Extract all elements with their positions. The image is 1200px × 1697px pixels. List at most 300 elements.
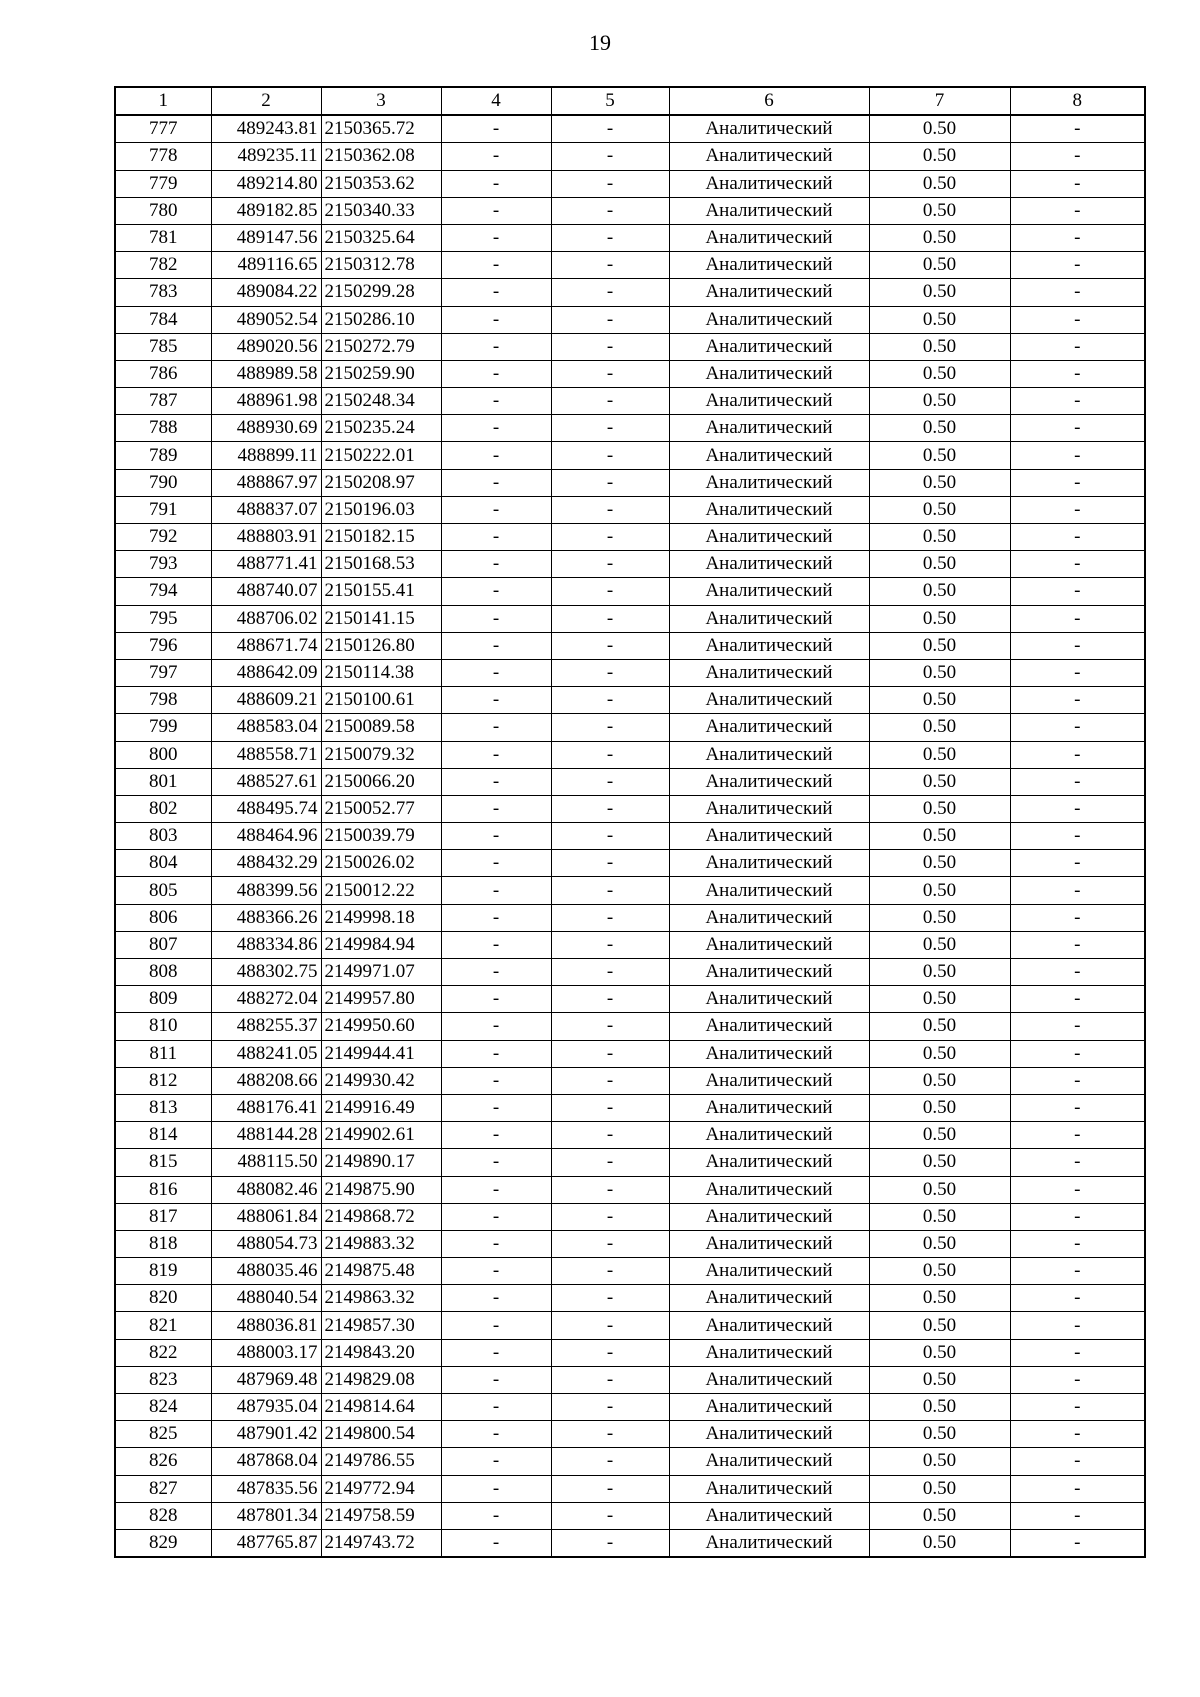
column-5-cell: - bbox=[551, 170, 669, 197]
column-5-cell: - bbox=[551, 143, 669, 170]
y-coordinate-cell: 2150126.80 bbox=[321, 632, 441, 659]
accuracy-cell: 0.50 bbox=[869, 877, 1010, 904]
column-8-cell: - bbox=[1010, 333, 1145, 360]
table-row bbox=[115, 904, 1145, 931]
accuracy-cell: 0.50 bbox=[869, 659, 1010, 686]
column-8-cell: - bbox=[1010, 143, 1145, 170]
point-number-cell: 790 bbox=[115, 469, 211, 496]
column-8-cell: - bbox=[1010, 687, 1145, 714]
x-coordinate-cell: 488837.07 bbox=[211, 496, 321, 523]
point-number-cell: 795 bbox=[115, 605, 211, 632]
column-8-cell: - bbox=[1010, 252, 1145, 279]
column-header-3: 3 bbox=[321, 87, 441, 115]
y-coordinate-cell: 2150208.97 bbox=[321, 469, 441, 496]
method-cell: Аналитический bbox=[669, 795, 869, 822]
y-coordinate-cell: 2149758.59 bbox=[321, 1502, 441, 1529]
column-5-cell: - bbox=[551, 659, 669, 686]
table-header-row bbox=[115, 87, 1145, 115]
y-coordinate-cell: 2150272.79 bbox=[321, 333, 441, 360]
column-5-cell: - bbox=[551, 632, 669, 659]
point-number-cell: 793 bbox=[115, 551, 211, 578]
y-coordinate-cell: 2150089.58 bbox=[321, 714, 441, 741]
column-8-cell: - bbox=[1010, 1285, 1145, 1312]
method-cell: Аналитический bbox=[669, 252, 869, 279]
table-row bbox=[115, 959, 1145, 986]
point-number-cell: 806 bbox=[115, 904, 211, 931]
column-8-cell: - bbox=[1010, 659, 1145, 686]
table-row bbox=[115, 605, 1145, 632]
accuracy-cell: 0.50 bbox=[869, 415, 1010, 442]
point-number-cell: 801 bbox=[115, 768, 211, 795]
column-4-cell: - bbox=[441, 1176, 551, 1203]
accuracy-cell: 0.50 bbox=[869, 1176, 1010, 1203]
y-coordinate-cell: 2150079.32 bbox=[321, 741, 441, 768]
column-8-cell: - bbox=[1010, 714, 1145, 741]
accuracy-cell: 0.50 bbox=[869, 768, 1010, 795]
accuracy-cell: 0.50 bbox=[869, 197, 1010, 224]
column-8-cell: - bbox=[1010, 551, 1145, 578]
point-number-cell: 794 bbox=[115, 578, 211, 605]
table-row bbox=[115, 1258, 1145, 1285]
method-cell: Аналитический bbox=[669, 1149, 869, 1176]
method-cell: Аналитический bbox=[669, 904, 869, 931]
x-coordinate-cell: 489235.11 bbox=[211, 143, 321, 170]
method-cell: Аналитический bbox=[669, 1421, 869, 1448]
point-number-cell: 788 bbox=[115, 415, 211, 442]
column-8-cell: - bbox=[1010, 496, 1145, 523]
table-row bbox=[115, 659, 1145, 686]
column-8-cell: - bbox=[1010, 1366, 1145, 1393]
accuracy-cell: 0.50 bbox=[869, 1094, 1010, 1121]
method-cell: Аналитический bbox=[669, 115, 869, 143]
column-4-cell: - bbox=[441, 1448, 551, 1475]
y-coordinate-cell: 2149868.72 bbox=[321, 1203, 441, 1230]
column-8-cell: - bbox=[1010, 904, 1145, 931]
method-cell: Аналитический bbox=[669, 415, 869, 442]
column-4-cell: - bbox=[441, 143, 551, 170]
method-cell: Аналитический bbox=[669, 1203, 869, 1230]
accuracy-cell: 0.50 bbox=[869, 1230, 1010, 1257]
x-coordinate-cell: 488082.46 bbox=[211, 1176, 321, 1203]
column-5-cell: - bbox=[551, 904, 669, 931]
column-4-cell: - bbox=[441, 904, 551, 931]
y-coordinate-cell: 2149944.41 bbox=[321, 1040, 441, 1067]
column-5-cell: - bbox=[551, 333, 669, 360]
column-5-cell: - bbox=[551, 1067, 669, 1094]
method-cell: Аналитический bbox=[669, 496, 869, 523]
method-cell: Аналитический bbox=[669, 1230, 869, 1257]
column-4-cell: - bbox=[441, 360, 551, 387]
column-8-cell: - bbox=[1010, 1040, 1145, 1067]
column-4-cell: - bbox=[441, 197, 551, 224]
x-coordinate-cell: 488989.58 bbox=[211, 360, 321, 387]
accuracy-cell: 0.50 bbox=[869, 714, 1010, 741]
table-row bbox=[115, 1230, 1145, 1257]
accuracy-cell: 0.50 bbox=[869, 741, 1010, 768]
method-cell: Аналитический bbox=[669, 714, 869, 741]
column-4-cell: - bbox=[441, 1312, 551, 1339]
column-4-cell: - bbox=[441, 306, 551, 333]
x-coordinate-cell: 488432.29 bbox=[211, 850, 321, 877]
column-5-cell: - bbox=[551, 1258, 669, 1285]
x-coordinate-cell: 488961.98 bbox=[211, 388, 321, 415]
y-coordinate-cell: 2150155.41 bbox=[321, 578, 441, 605]
column-5-cell: - bbox=[551, 1339, 669, 1366]
column-5-cell: - bbox=[551, 1149, 669, 1176]
method-cell: Аналитический bbox=[669, 823, 869, 850]
column-header-6: 6 bbox=[669, 87, 869, 115]
point-number-cell: 820 bbox=[115, 1285, 211, 1312]
method-cell: Аналитический bbox=[669, 659, 869, 686]
y-coordinate-cell: 2150235.24 bbox=[321, 415, 441, 442]
accuracy-cell: 0.50 bbox=[869, 170, 1010, 197]
column-5-cell: - bbox=[551, 1475, 669, 1502]
column-5-cell: - bbox=[551, 986, 669, 1013]
column-5-cell: - bbox=[551, 578, 669, 605]
accuracy-cell: 0.50 bbox=[869, 823, 1010, 850]
column-8-cell: - bbox=[1010, 768, 1145, 795]
x-coordinate-cell: 487901.42 bbox=[211, 1421, 321, 1448]
x-coordinate-cell: 488609.21 bbox=[211, 687, 321, 714]
x-coordinate-cell: 488399.56 bbox=[211, 877, 321, 904]
x-coordinate-cell: 488366.26 bbox=[211, 904, 321, 931]
method-cell: Аналитический bbox=[669, 850, 869, 877]
method-cell: Аналитический bbox=[669, 1312, 869, 1339]
x-coordinate-cell: 488144.28 bbox=[211, 1122, 321, 1149]
column-5-cell: - bbox=[551, 1366, 669, 1393]
column-header-1: 1 bbox=[115, 87, 211, 115]
method-cell: Аналитический bbox=[669, 551, 869, 578]
point-number-cell: 817 bbox=[115, 1203, 211, 1230]
column-5-cell: - bbox=[551, 741, 669, 768]
table-row bbox=[115, 741, 1145, 768]
column-5-cell: - bbox=[551, 1203, 669, 1230]
point-number-cell: 805 bbox=[115, 877, 211, 904]
point-number-cell: 814 bbox=[115, 1122, 211, 1149]
point-number-cell: 804 bbox=[115, 850, 211, 877]
point-number-cell: 822 bbox=[115, 1339, 211, 1366]
table-row bbox=[115, 1529, 1145, 1557]
method-cell: Аналитический bbox=[669, 877, 869, 904]
column-8-cell: - bbox=[1010, 959, 1145, 986]
column-5-cell: - bbox=[551, 1502, 669, 1529]
x-coordinate-cell: 488771.41 bbox=[211, 551, 321, 578]
accuracy-cell: 0.50 bbox=[869, 1475, 1010, 1502]
y-coordinate-cell: 2149984.94 bbox=[321, 931, 441, 958]
point-number-cell: 812 bbox=[115, 1067, 211, 1094]
y-coordinate-cell: 2150012.22 bbox=[321, 877, 441, 904]
accuracy-cell: 0.50 bbox=[869, 469, 1010, 496]
column-4-cell: - bbox=[441, 741, 551, 768]
column-4-cell: - bbox=[441, 469, 551, 496]
accuracy-cell: 0.50 bbox=[869, 442, 1010, 469]
column-5-cell: - bbox=[551, 1312, 669, 1339]
column-4-cell: - bbox=[441, 1013, 551, 1040]
column-5-cell: - bbox=[551, 1448, 669, 1475]
y-coordinate-cell: 2150182.15 bbox=[321, 524, 441, 551]
y-coordinate-cell: 2149875.90 bbox=[321, 1176, 441, 1203]
column-4-cell: - bbox=[441, 170, 551, 197]
method-cell: Аналитический bbox=[669, 388, 869, 415]
point-number-cell: 827 bbox=[115, 1475, 211, 1502]
column-5-cell: - bbox=[551, 1230, 669, 1257]
accuracy-cell: 0.50 bbox=[869, 1366, 1010, 1393]
table-row bbox=[115, 1366, 1145, 1393]
point-number-cell: 803 bbox=[115, 823, 211, 850]
y-coordinate-cell: 2149890.17 bbox=[321, 1149, 441, 1176]
accuracy-cell: 0.50 bbox=[869, 986, 1010, 1013]
y-coordinate-cell: 2150141.15 bbox=[321, 605, 441, 632]
column-4-cell: - bbox=[441, 1258, 551, 1285]
y-coordinate-cell: 2149829.08 bbox=[321, 1366, 441, 1393]
point-number-cell: 779 bbox=[115, 170, 211, 197]
point-number-cell: 782 bbox=[115, 252, 211, 279]
y-coordinate-cell: 2149916.49 bbox=[321, 1094, 441, 1121]
point-number-cell: 815 bbox=[115, 1149, 211, 1176]
y-coordinate-cell: 2150365.72 bbox=[321, 115, 441, 143]
method-cell: Аналитический bbox=[669, 1394, 869, 1421]
point-number-cell: 811 bbox=[115, 1040, 211, 1067]
column-8-cell: - bbox=[1010, 306, 1145, 333]
method-cell: Аналитический bbox=[669, 605, 869, 632]
column-8-cell: - bbox=[1010, 415, 1145, 442]
column-8-cell: - bbox=[1010, 360, 1145, 387]
accuracy-cell: 0.50 bbox=[869, 1067, 1010, 1094]
table-row bbox=[115, 986, 1145, 1013]
column-8-cell: - bbox=[1010, 1067, 1145, 1094]
accuracy-cell: 0.50 bbox=[869, 687, 1010, 714]
y-coordinate-cell: 2149857.30 bbox=[321, 1312, 441, 1339]
point-number-cell: 777 bbox=[115, 115, 211, 143]
accuracy-cell: 0.50 bbox=[869, 1529, 1010, 1557]
method-cell: Аналитический bbox=[669, 632, 869, 659]
method-cell: Аналитический bbox=[669, 741, 869, 768]
column-5-cell: - bbox=[551, 415, 669, 442]
column-4-cell: - bbox=[441, 605, 551, 632]
column-4-cell: - bbox=[441, 931, 551, 958]
x-coordinate-cell: 488061.84 bbox=[211, 1203, 321, 1230]
column-8-cell: - bbox=[1010, 1312, 1145, 1339]
x-coordinate-cell: 488241.05 bbox=[211, 1040, 321, 1067]
method-cell: Аналитический bbox=[669, 1258, 869, 1285]
table-row bbox=[115, 1502, 1145, 1529]
column-8-cell: - bbox=[1010, 1230, 1145, 1257]
y-coordinate-cell: 2149786.55 bbox=[321, 1448, 441, 1475]
column-4-cell: - bbox=[441, 1366, 551, 1393]
accuracy-cell: 0.50 bbox=[869, 1040, 1010, 1067]
y-coordinate-cell: 2149800.54 bbox=[321, 1421, 441, 1448]
column-5-cell: - bbox=[551, 1122, 669, 1149]
x-coordinate-cell: 488803.91 bbox=[211, 524, 321, 551]
table-row bbox=[115, 1176, 1145, 1203]
y-coordinate-cell: 2150259.90 bbox=[321, 360, 441, 387]
method-cell: Аналитический bbox=[669, 687, 869, 714]
accuracy-cell: 0.50 bbox=[869, 1013, 1010, 1040]
x-coordinate-cell: 488867.97 bbox=[211, 469, 321, 496]
x-coordinate-cell: 488642.09 bbox=[211, 659, 321, 686]
accuracy-cell: 0.50 bbox=[869, 1149, 1010, 1176]
x-coordinate-cell: 487801.34 bbox=[211, 1502, 321, 1529]
y-coordinate-cell: 2150312.78 bbox=[321, 252, 441, 279]
column-8-cell: - bbox=[1010, 1149, 1145, 1176]
column-4-cell: - bbox=[441, 1040, 551, 1067]
column-5-cell: - bbox=[551, 115, 669, 143]
y-coordinate-cell: 2149902.61 bbox=[321, 1122, 441, 1149]
column-4-cell: - bbox=[441, 252, 551, 279]
column-8-cell: - bbox=[1010, 877, 1145, 904]
x-coordinate-cell: 488003.17 bbox=[211, 1339, 321, 1366]
accuracy-cell: 0.50 bbox=[869, 1339, 1010, 1366]
column-5-cell: - bbox=[551, 442, 669, 469]
table-row bbox=[115, 1094, 1145, 1121]
column-8-cell: - bbox=[1010, 1094, 1145, 1121]
point-number-cell: 829 bbox=[115, 1529, 211, 1557]
column-4-cell: - bbox=[441, 877, 551, 904]
table-row bbox=[115, 1339, 1145, 1366]
column-8-cell: - bbox=[1010, 1529, 1145, 1557]
y-coordinate-cell: 2150052.77 bbox=[321, 795, 441, 822]
table-row bbox=[115, 1394, 1145, 1421]
column-8-cell: - bbox=[1010, 1475, 1145, 1502]
method-cell: Аналитический bbox=[669, 1040, 869, 1067]
method-cell: Аналитический bbox=[669, 224, 869, 251]
y-coordinate-cell: 2150100.61 bbox=[321, 687, 441, 714]
point-number-cell: 783 bbox=[115, 279, 211, 306]
y-coordinate-cell: 2150353.62 bbox=[321, 170, 441, 197]
table-row bbox=[115, 360, 1145, 387]
column-4-cell: - bbox=[441, 1149, 551, 1176]
column-4-cell: - bbox=[441, 333, 551, 360]
x-coordinate-cell: 488558.71 bbox=[211, 741, 321, 768]
table-row bbox=[115, 823, 1145, 850]
accuracy-cell: 0.50 bbox=[869, 1312, 1010, 1339]
table-row bbox=[115, 224, 1145, 251]
column-8-cell: - bbox=[1010, 1258, 1145, 1285]
column-5-cell: - bbox=[551, 469, 669, 496]
y-coordinate-cell: 2149772.94 bbox=[321, 1475, 441, 1502]
x-coordinate-cell: 488706.02 bbox=[211, 605, 321, 632]
point-number-cell: 784 bbox=[115, 306, 211, 333]
method-cell: Аналитический bbox=[669, 442, 869, 469]
column-8-cell: - bbox=[1010, 1013, 1145, 1040]
column-5-cell: - bbox=[551, 1421, 669, 1448]
column-5-cell: - bbox=[551, 850, 669, 877]
method-cell: Аналитический bbox=[669, 197, 869, 224]
table-row bbox=[115, 551, 1145, 578]
y-coordinate-cell: 2149971.07 bbox=[321, 959, 441, 986]
x-coordinate-cell: 489243.81 bbox=[211, 115, 321, 143]
point-number-cell: 813 bbox=[115, 1094, 211, 1121]
table-row bbox=[115, 795, 1145, 822]
column-4-cell: - bbox=[441, 959, 551, 986]
column-4-cell: - bbox=[441, 1394, 551, 1421]
column-5-cell: - bbox=[551, 823, 669, 850]
table-row bbox=[115, 170, 1145, 197]
method-cell: Аналитический bbox=[669, 170, 869, 197]
table-row bbox=[115, 1285, 1145, 1312]
point-number-cell: 780 bbox=[115, 197, 211, 224]
y-coordinate-cell: 2149883.32 bbox=[321, 1230, 441, 1257]
column-8-cell: - bbox=[1010, 388, 1145, 415]
method-cell: Аналитический bbox=[669, 1502, 869, 1529]
coordinates-table bbox=[114, 86, 1146, 1558]
column-4-cell: - bbox=[441, 1475, 551, 1502]
x-coordinate-cell: 489182.85 bbox=[211, 197, 321, 224]
table-row bbox=[115, 850, 1145, 877]
y-coordinate-cell: 2150248.34 bbox=[321, 388, 441, 415]
point-number-cell: 797 bbox=[115, 659, 211, 686]
table-row bbox=[115, 524, 1145, 551]
x-coordinate-cell: 488208.66 bbox=[211, 1067, 321, 1094]
y-coordinate-cell: 2150026.02 bbox=[321, 850, 441, 877]
table-row bbox=[115, 252, 1145, 279]
column-5-cell: - bbox=[551, 306, 669, 333]
x-coordinate-cell: 488115.50 bbox=[211, 1149, 321, 1176]
column-8-cell: - bbox=[1010, 115, 1145, 143]
table-row bbox=[115, 388, 1145, 415]
column-4-cell: - bbox=[441, 632, 551, 659]
table-row bbox=[115, 197, 1145, 224]
table-row bbox=[115, 306, 1145, 333]
x-coordinate-cell: 488495.74 bbox=[211, 795, 321, 822]
accuracy-cell: 0.50 bbox=[869, 551, 1010, 578]
column-8-cell: - bbox=[1010, 931, 1145, 958]
y-coordinate-cell: 2150066.20 bbox=[321, 768, 441, 795]
point-number-cell: 786 bbox=[115, 360, 211, 387]
column-5-cell: - bbox=[551, 279, 669, 306]
method-cell: Аналитический bbox=[669, 469, 869, 496]
column-4-cell: - bbox=[441, 279, 551, 306]
x-coordinate-cell: 488740.07 bbox=[211, 578, 321, 605]
column-5-cell: - bbox=[551, 959, 669, 986]
column-4-cell: - bbox=[441, 115, 551, 143]
point-number-cell: 789 bbox=[115, 442, 211, 469]
column-8-cell: - bbox=[1010, 1339, 1145, 1366]
table-row bbox=[115, 1013, 1145, 1040]
x-coordinate-cell: 487835.56 bbox=[211, 1475, 321, 1502]
x-coordinate-cell: 488671.74 bbox=[211, 632, 321, 659]
y-coordinate-cell: 2149998.18 bbox=[321, 904, 441, 931]
point-number-cell: 809 bbox=[115, 986, 211, 1013]
column-8-cell: - bbox=[1010, 850, 1145, 877]
point-number-cell: 796 bbox=[115, 632, 211, 659]
y-coordinate-cell: 2150196.03 bbox=[321, 496, 441, 523]
x-coordinate-cell: 487868.04 bbox=[211, 1448, 321, 1475]
column-5-cell: - bbox=[551, 524, 669, 551]
x-coordinate-cell: 489084.22 bbox=[211, 279, 321, 306]
column-4-cell: - bbox=[441, 1529, 551, 1557]
point-number-cell: 778 bbox=[115, 143, 211, 170]
column-5-cell: - bbox=[551, 388, 669, 415]
column-header-8: 8 bbox=[1010, 87, 1145, 115]
accuracy-cell: 0.50 bbox=[869, 496, 1010, 523]
x-coordinate-cell: 487969.48 bbox=[211, 1366, 321, 1393]
column-8-cell: - bbox=[1010, 741, 1145, 768]
x-coordinate-cell: 489147.56 bbox=[211, 224, 321, 251]
method-cell: Аналитический bbox=[669, 524, 869, 551]
table-row bbox=[115, 1312, 1145, 1339]
x-coordinate-cell: 489214.80 bbox=[211, 170, 321, 197]
column-8-cell: - bbox=[1010, 632, 1145, 659]
x-coordinate-cell: 489052.54 bbox=[211, 306, 321, 333]
column-5-cell: - bbox=[551, 1094, 669, 1121]
accuracy-cell: 0.50 bbox=[869, 1203, 1010, 1230]
x-coordinate-cell: 488035.46 bbox=[211, 1258, 321, 1285]
point-number-cell: 819 bbox=[115, 1258, 211, 1285]
method-cell: Аналитический bbox=[669, 1176, 869, 1203]
method-cell: Аналитический bbox=[669, 333, 869, 360]
y-coordinate-cell: 2150039.79 bbox=[321, 823, 441, 850]
